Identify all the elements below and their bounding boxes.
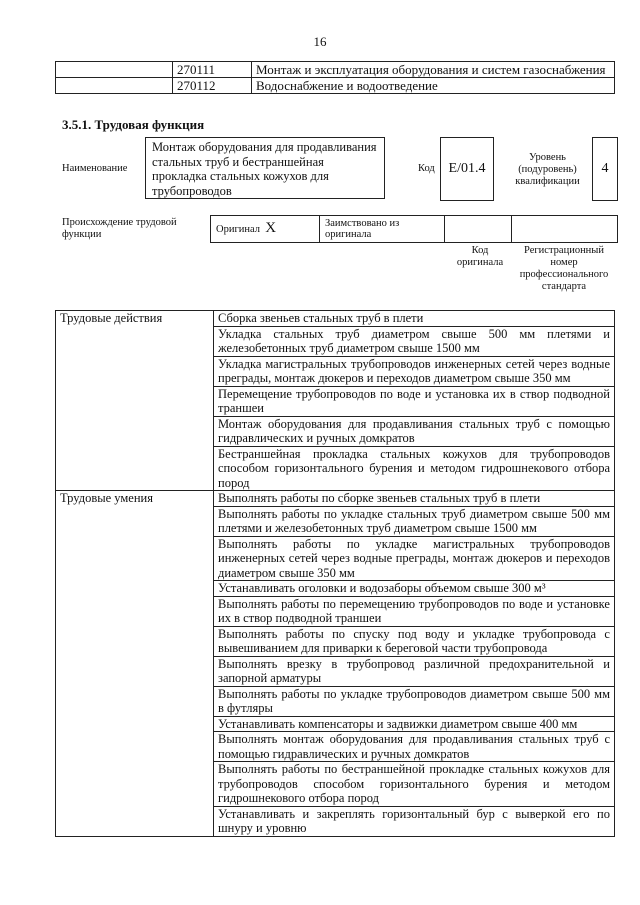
list-item: Выполнять монтаж оборудования для продавливания стальных труб с помощью гидравлических и ручных домкратов: [214, 732, 615, 762]
reg-number-cell: [512, 216, 618, 243]
list-item: Укладка стальных труб диаметром свыше 500 мм плетями и железобетонных труб диаметром свыше 1500 мм: [214, 326, 615, 356]
list-item: Выполнять работы по укладке трубопроводов диаметром свыше 500 мм в футляры: [214, 686, 615, 716]
name-cell: Водоснабжение и водоотведение: [252, 78, 615, 94]
original-mark: X: [265, 220, 277, 236]
code-cell: 270111: [173, 62, 252, 78]
empty-cell: [56, 78, 173, 94]
list-item: Устанавливать оголовки и водозаборы объемом свыше 300 м³: [214, 581, 615, 597]
list-item: Перемещение трубопроводов по воде и установка их в створ подводной траншеи: [214, 386, 615, 416]
list-item: Выполнять работы по укладке стальных труб диаметром свыше 500 мм плетями и железобетонных труб диаметром свыше 1500 мм: [214, 506, 615, 536]
function-code: E/01.4: [440, 137, 494, 201]
list-item: Сборка звеньев стальных труб в плети: [214, 311, 615, 327]
function-name: Монтаж оборудования для продавливания стальных труб и бестраншейная прокладка стальных кожухов для трубопроводов: [145, 137, 385, 199]
original-label: Оригинал: [216, 224, 260, 235]
origin-label: Происхождение трудовой функции: [62, 217, 177, 240]
list-item: Выполнять работы по перемещению трубопроводов по воде и установке их в створ подводной траншеи: [214, 596, 615, 626]
list-item: Устанавливать и закреплять горизонтальный бур с выверкой его по шнуру и уровню: [214, 806, 615, 836]
list-item: Выполнять работы по спуску под воду и укладке трубопровода с вывешиванием для приварки к береговой части трубопровода: [214, 626, 615, 656]
name-label: Наименование: [62, 163, 128, 174]
borrowed-cell: Заимствовано из оригинала: [320, 216, 445, 243]
list-item: Укладка магистральных трубопроводов инженерных сетей через водные преграды, монтаж дюкеров и переходов диаметром свыше 350 мм: [214, 356, 615, 386]
list-item: Выполнять работы по сборке звеньев стальных труб в плети: [214, 491, 615, 507]
specialty-codes-table: [55, 61, 615, 94]
code-original-cell: [445, 216, 512, 243]
original-cell: [211, 216, 320, 243]
empty-cell: [56, 62, 173, 78]
labor-function-table: [55, 310, 615, 837]
labor-actions-label: Трудовые действия: [56, 311, 214, 491]
name-cell: Монтаж и эксплуатация оборудования и систем газоснабжения: [252, 62, 615, 78]
qualification-level: 4: [592, 137, 618, 201]
code-label: Код: [418, 163, 435, 174]
level-label: Уровень (подуровень) квалификации: [515, 152, 580, 187]
list-item: Бестраншейная прокладка стальных кожухов для трубопроводов способом горизонтального бурения и методом гидрошнекового отбора пород: [214, 446, 615, 491]
list-item: Выполнять врезку в трубопровод различной предохранительной и запорной арматуры: [214, 656, 615, 686]
list-item: Монтаж оборудования для продавливания стальных труб с помощью гидравлических и ручных домкратов: [214, 416, 615, 446]
list-item: Выполнять работы по бестраншейной прокладке стальных кожухов для трубопроводов способом горизонтального бурения и методом гидрошнекового отбора пород: [214, 762, 615, 807]
table-row: [211, 216, 618, 243]
table-row: [56, 491, 615, 507]
section-title: 3.5.1. Трудовая функция: [62, 117, 205, 132]
labor-skills-label: Трудовые умения: [56, 491, 214, 837]
table-row: [56, 78, 615, 94]
page-number: 16: [313, 34, 327, 49]
reg-number-label: Регистрационный номер профессионального стандарта: [519, 245, 609, 292]
list-item: Выполнять работы по укладке магистральных трубопроводов инженерных сетей через водные преграды, монтаж дюкеров и переходов диаметром свыше 350 мм: [214, 536, 615, 581]
origin-table: [210, 215, 618, 243]
table-row: [56, 62, 615, 78]
table-row: [56, 311, 615, 327]
code-cell: 270112: [173, 78, 252, 94]
code-original-label: Код оригинала: [456, 245, 504, 268]
list-item: Устанавливать компенсаторы и задвижки диаметром свыше 400 мм: [214, 716, 615, 732]
